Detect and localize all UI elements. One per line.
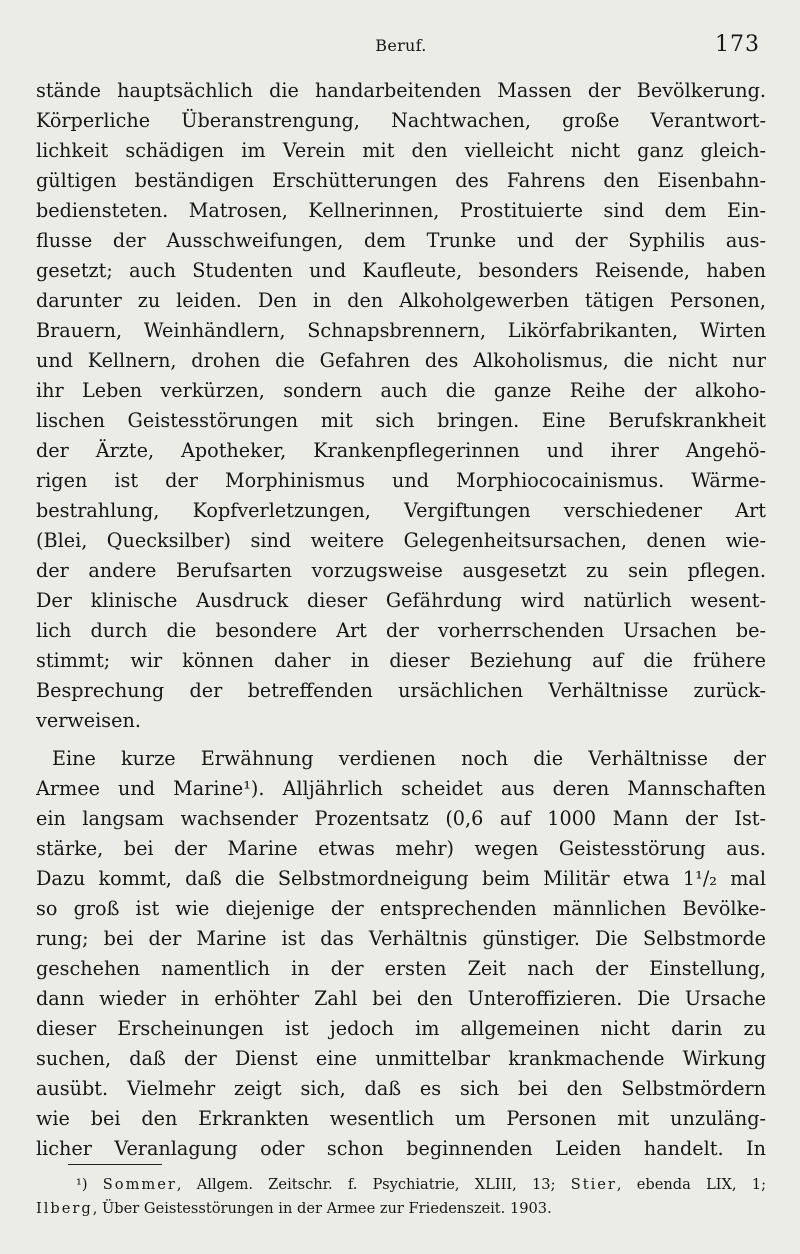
text-line: der andere Berufsarten vorzugsweise ausgesetzt zu sein pflegen. — [36, 559, 766, 582]
running-head: Beruf. — [375, 36, 427, 55]
text-line: gesetzt; auch Studenten und Kaufleute, besonders Reisende, haben — [36, 259, 766, 282]
text-line: flusse der Ausschweifungen, dem Trunke und der Syphilis aus- — [36, 229, 766, 252]
body-text — [36, 76, 766, 1164]
footnote-author: Stier — [570, 1176, 617, 1193]
text-line: rung; bei der Marine ist das Verhältnis günstiger. Die Selbstmorde — [36, 927, 766, 950]
text-line: darunter zu leiden. Den in den Alkoholgewerben tätigen Personen, — [36, 289, 766, 312]
text-line: Dazu kommt, daß die Selbstmordneigung beim Militär etwa 1¹/₂ mal — [36, 867, 766, 890]
page-number: 173 — [715, 32, 760, 57]
text-line: Körperliche Überanstrengung, Nachtwachen, große Verantwort- — [36, 109, 766, 132]
text-line: lischen Geistesstörungen mit sich bringen. Eine Berufskrankheit — [36, 409, 766, 432]
text-line: Besprechung der betreffenden ursächlichen Verhältnisse zurück- — [36, 679, 766, 702]
paragraph-2 — [36, 744, 766, 1164]
footnote-marker: ¹) — [76, 1176, 88, 1193]
footnote-divider — [68, 1164, 162, 1165]
text-line: so groß ist wie diejenige der entsprechenden männlichen Bevölke- — [36, 897, 766, 920]
text-line: Brauern, Weinhändlern, Schnapsbrennern, Likörfabrikanten, Wirten — [36, 319, 766, 342]
text-line: gültigen beständigen Erschütterungen des Fahrens den Eisenbahn- — [36, 169, 766, 192]
paragraph-1 — [36, 76, 766, 736]
text-line: licher Veranlagung oder schon beginnenden Leiden handelt. In — [36, 1137, 766, 1160]
text-line: (Blei, Quecksilber) sind weitere Gelegenheitsursachen, denen wie- — [36, 529, 766, 552]
text-line: dieser Erscheinungen ist jedoch im allgemeinen nicht darin zu — [36, 1017, 766, 1040]
text-line: ausübt. Vielmehr zeigt sich, daß es sich bei den Selbstmördern — [36, 1077, 766, 1100]
text-line: rigen ist der Morphinismus und Morphiococainismus. Wärme- — [36, 469, 766, 492]
page-header — [36, 30, 766, 60]
text-line: Armee und Marine¹). Alljährlich scheidet aus deren Mannschaften — [36, 777, 766, 800]
text-line: ihr Leben verkürzen, sondern auch die ganze Reihe der alkoho- — [36, 379, 766, 402]
text-line: stimmt; wir können daher in dieser Beziehung auf die frühere — [36, 649, 766, 672]
footnote-text: , Allgem. Zeitschr. f. Psychiatrie, XLIII, 13; — [176, 1176, 571, 1193]
footnote-author: Sommer — [102, 1176, 177, 1193]
text-line: lich durch die besondere Art der vorherrschenden Ursachen be- — [36, 619, 766, 642]
text-line: bediensteten. Matrosen, Kellnerinnen, Prostituierte sind dem Ein- — [36, 199, 766, 222]
text-line: und Kellnern, drohen die Gefahren des Alkoholismus, die nicht nur — [36, 349, 766, 372]
text-line: verweisen. — [36, 709, 141, 732]
text-line: Eine kurze Erwähnung verdienen noch die Verhältnisse der — [52, 747, 766, 770]
footnote-line — [36, 1197, 766, 1221]
text-line: der Ärzte, Apotheker, Krankenpflegerinnen und ihrer Angehö- — [36, 439, 766, 462]
text-line: stärke, bei der Marine etwas mehr) wegen Geistesstörung aus. — [36, 837, 766, 860]
footnote — [36, 1173, 766, 1221]
footnote-line — [36, 1173, 766, 1197]
text-line: dann wieder in erhöhter Zahl bei den Unteroffizieren. Die Ursache — [36, 987, 766, 1010]
text-line: stände hauptsächlich die handarbeitenden Massen der Bevölkerung. — [36, 79, 766, 102]
text-line: Der klinische Ausdruck dieser Gefährdung wird natürlich wesent- — [36, 589, 766, 612]
footnote-text: , ebenda LIX, 1; — [616, 1176, 766, 1193]
text-line: ein langsam wachsender Prozentsatz (0,6 auf 1000 Mann der Ist- — [36, 807, 766, 830]
text-line: suchen, daß der Dienst eine unmittelbar krankmachende Wirkung — [36, 1047, 766, 1070]
footnote-author: Ilberg — [36, 1200, 93, 1217]
text-line: bestrahlung, Kopfverletzungen, Vergiftungen verschiedener Art — [36, 499, 766, 522]
text-line: geschehen namentlich in der ersten Zeit nach der Einstellung, — [36, 957, 766, 980]
text-line: wie bei den Erkrankten wesentlich um Personen mit unzuläng- — [36, 1107, 766, 1130]
text-line: lichkeit schädigen im Verein mit den vielleicht nicht ganz gleich- — [36, 139, 766, 162]
footnote-text: , Über Geistesstörungen in der Armee zur Friedenszeit. 1903. — [92, 1200, 552, 1217]
